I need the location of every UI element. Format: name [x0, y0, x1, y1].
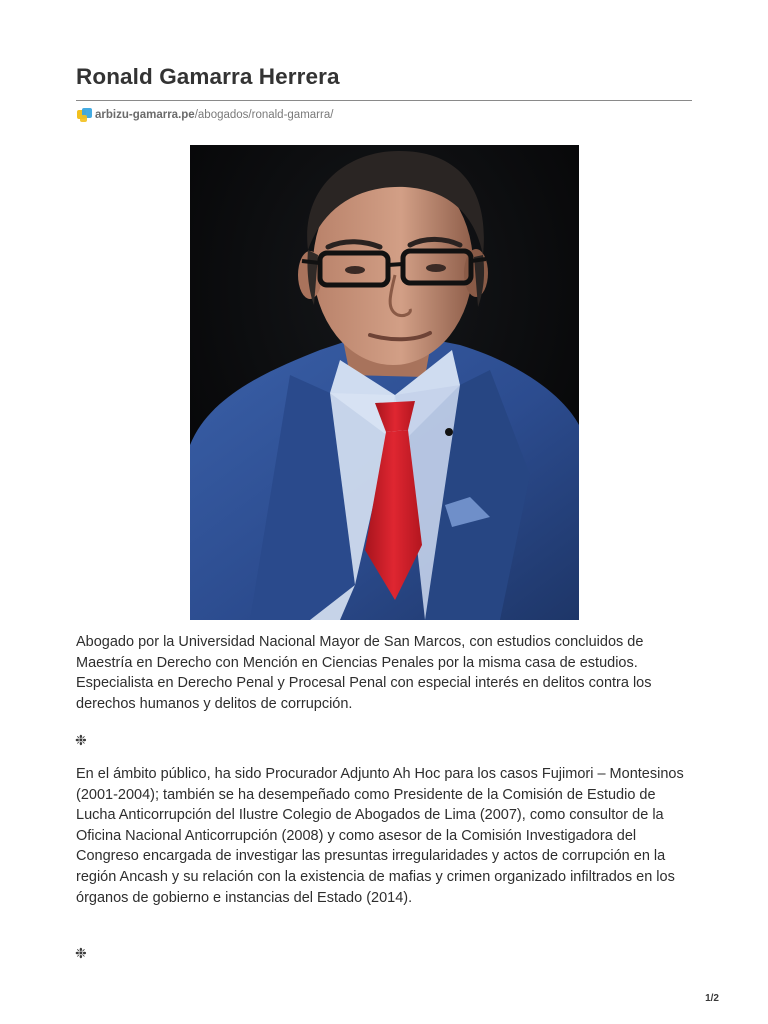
source-path[interactable]: /abogados/ronald-gamarra/ [194, 109, 334, 121]
page-title: Ronald Gamarra Herrera [76, 64, 340, 89]
site-logo-icon [76, 107, 93, 123]
source-link[interactable] [76, 107, 333, 123]
bio-paragraph-1: Abogado por la Universidad Nacional Mayor de San Marcos, con estudios concluidos de Maestría en Derecho con Mención en Ciencias Penales por la misma casa de estudios. Especialista en Derecho Penal y Procesal Penal con especial interés en delitos contra los derechos humanos y delitos de corrupción. [76, 634, 652, 712]
section-divider-icon: ❉ [75, 945, 87, 961]
bio-paragraph-2: En el ámbito público, ha sido Procurador Adjunto Ah Hoc para los casos Fujimori – Montesinos (2001-2004); también se ha desempeñado como Presidente de la Comisión de Estudio de Lucha Anticorrupción del Ilustre Colegio de Abogados de Lima (2007), como consultor de la Oficina Nacional Anticorrupción (2008) y como asesor de la Comisión Investigadora del Congreso encargada de investigar las presuntas irregularidades y actos de corrupción en la región Ancash y su relación con la existencia de mafias y crimen organizado infiltrados en los órganos de gobierno e instancias del Estado (2014). [76, 766, 684, 906]
page-counter: 1/2 [705, 993, 719, 1004]
portrait-photo [190, 145, 579, 620]
source-domain[interactable]: arbizu-gamarra.pe [95, 109, 195, 121]
title-divider [76, 100, 692, 101]
section-divider-icon: ❉ [75, 732, 87, 748]
